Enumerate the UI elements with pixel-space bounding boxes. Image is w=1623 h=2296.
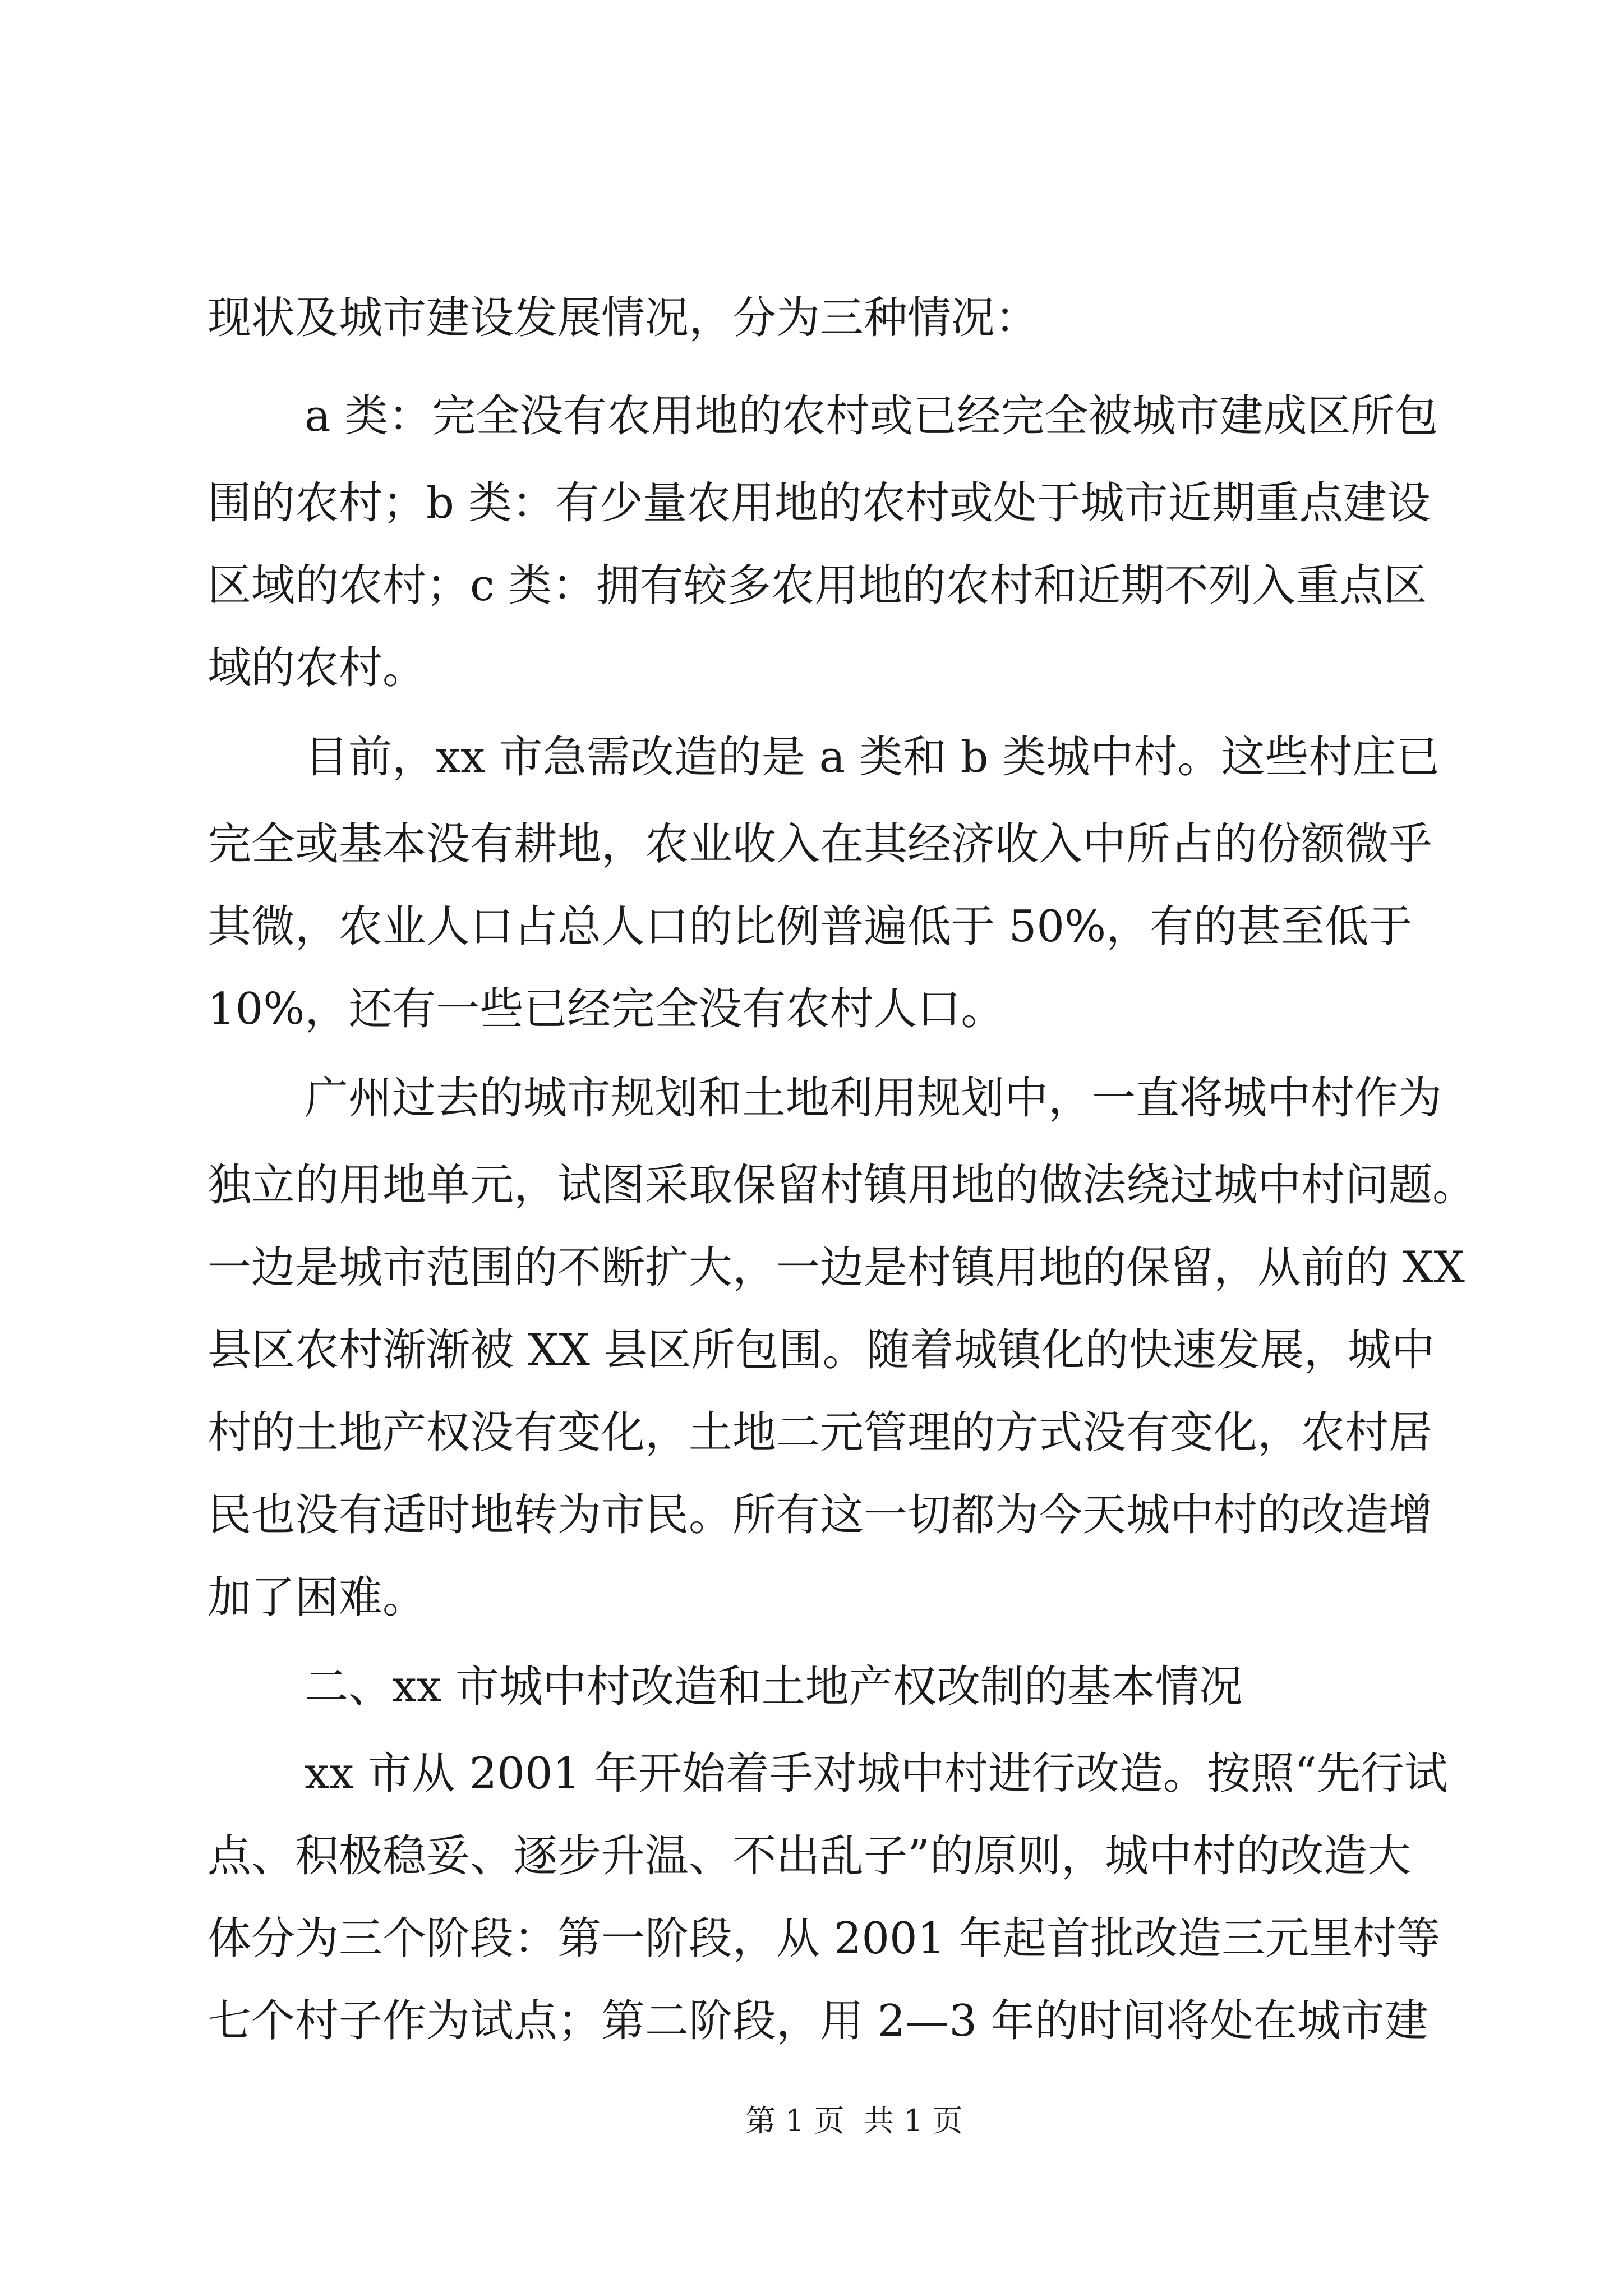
text-line: 10%，还有一些已经完全没有农村人口。 <box>208 984 1005 1034</box>
text-line: 村的土地产权没有变化，土地二元管理的方式没有变化，农村居 <box>208 1407 1433 1458</box>
text-line: 域的农村。 <box>208 643 427 693</box>
text-line: 独立的用地单元，试图采取保留村镇用地的做法绕过城中村问题。 <box>208 1160 1477 1211</box>
text-line: 一边是城市范围的不断扩大，一边是村镇用地的保留，从前的 XX <box>208 1243 1465 1293</box>
text-line: a 类：完全没有农用地的农村或已经完全被城市建成区所包 <box>305 391 1438 441</box>
text-line: xx 市从 2001 年开始着手对城中村进行改造。按照“先行试 <box>305 1749 1448 1799</box>
text-line: 目前，xx 市急需改造的是 a 类和 b 类城中村。这些村庄已 <box>305 732 1440 783</box>
text-line: 民也没有适时地转为市民。所有这一切都为今天城中村的改造增 <box>208 1490 1433 1540</box>
text-line: 县区农村渐渐被 XX 县区所包围。随着城镇化的快速发展，城中 <box>208 1325 1435 1375</box>
page-footer: 第 1 页 共 1 页 <box>745 2103 963 2138</box>
text-line: 七个村子作为试点；第二阶段，用 2—3 年的时间将处在城市建 <box>208 1996 1428 2046</box>
text-line: 区域的农村；c 类：拥有较多农用地的农村和近期不列入重点区 <box>208 560 1427 611</box>
text-line: 现状及城市建设发展情况，分为三种情况： <box>208 293 1039 343</box>
text-line: 围的农村；b 类：有少量农用地的农村或处于城市近期重点建设 <box>208 478 1431 528</box>
text-line: 体分为三个阶段：第一阶段，从 2001 年起首批改造三元里村等 <box>208 1913 1441 1964</box>
text-line: 加了困难。 <box>208 1572 427 1623</box>
text-line: 广州过去的城市规划和土地利用规划中，一直将城中村作为 <box>305 1073 1442 1124</box>
text-line: 完全或基本没有耕地，农业收入在其经济收入中所占的份额微乎 <box>208 819 1433 869</box>
text-line: 其微，农业人口占总人口的比例普遍低于 50%，有的甚至低于 <box>208 901 1413 952</box>
text-line: 点、积极稳妥、逐步升温、不出乱子”的原则，城中村的改造大 <box>208 1831 1411 1881</box>
section-heading: 二、xx 市城中村改造和土地产权改制的基本情况 <box>305 1662 1243 1712</box>
